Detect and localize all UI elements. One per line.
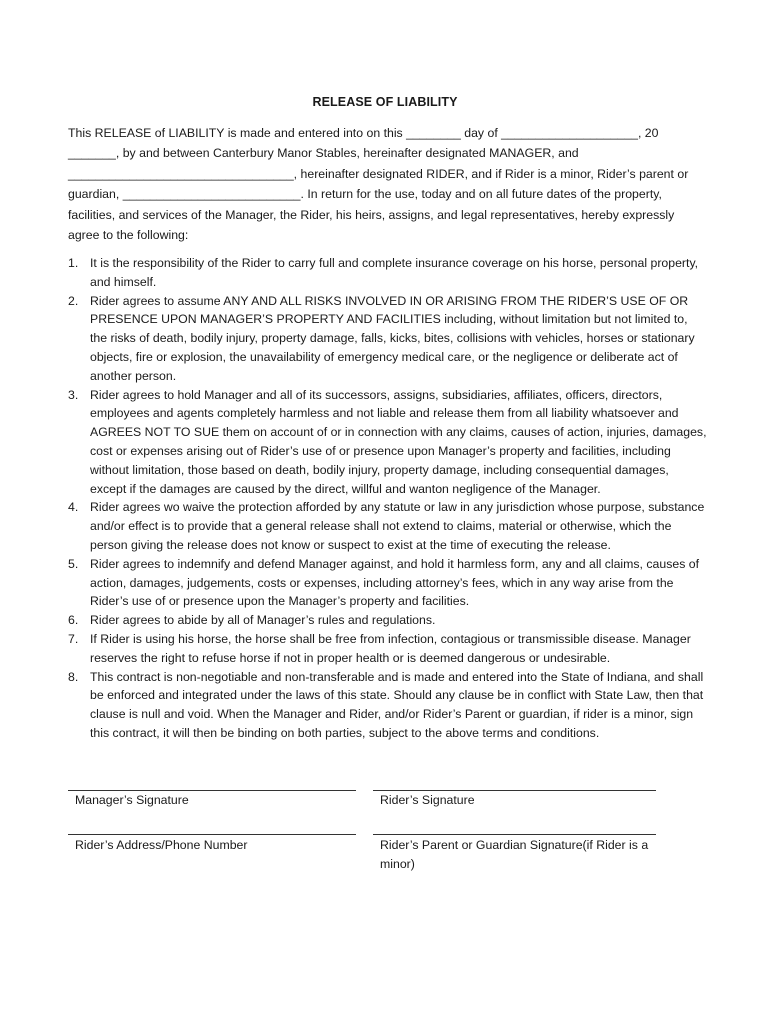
clause-item (68, 292, 708, 386)
clause-text: Rider agrees to hold Manager and all of its successors, assigns, subsidiaries, affiliates, officers, directors, employees and agents completely harmless and not liable and release them from all liability whatsoever and AGREES NOT TO SUE them on account of or in connection with any claims, causes of action, injuries, damages, cost or expenses arising out of Rider’s use of or presence upon Manager’s property and facilities, including without limitation, those based on death, bodily injury, property damage, including consequential damages, except if the damages are caused by the direct, willful and wanton negligence of the Manager. (90, 387, 707, 496)
manager-signature-label: Manager’s Signature (75, 793, 189, 807)
clause-item (68, 611, 708, 630)
clause-item (68, 668, 708, 743)
clause-item (68, 386, 708, 499)
intro-paragraph: This RELEASE of LIABILITY is made and entered into on this ________ day of ____________________, 20 _______, by and between Canterbury Manor Stables, hereinafter designated MANAGER, and _________________________________, hereinafter designated RIDER, and if Rider is a minor, Rider’s parent or guardian, __________________________. In return for the use, today and on all future dates of the property, facilities, and services of the Manager, the Rider, his heirs, assigns, and legal representatives, hereby expressly agree to the following: (68, 126, 689, 243)
clause-text: It is the responsibility of the Rider to carry full and complete insurance coverage on his horse, personal property, and himself. (90, 256, 699, 289)
clause-number: 3. (68, 387, 79, 402)
address-phone-line[interactable] (68, 834, 356, 835)
clause-number: 7. (68, 631, 79, 646)
clause-item (68, 498, 708, 554)
guardian-signature-label: Rider’s Parent or Guardian Signature(if Rider is a minor) (380, 838, 649, 871)
address-phone-label: Rider’s Address/Phone Number (75, 838, 248, 852)
clause-text: Rider agrees to indemnify and defend Manager against, and hold it harmless form, any and all claims, causes of action, damages, judgements, costs or expenses, including attorney’s fees, which in any way arise from the Rider’s use of or presence upon the Manager’s property and facilities. (90, 556, 700, 609)
clause-number: 2. (68, 293, 79, 308)
clause-text: Rider agrees wo waive the protection afforded by any statute or law in any jurisdiction whose purpose, substance and/or effect is to provide that a general release shall not extend to claims, material or otherwise, which the person giving the release does not know or suspect to exist at the time of executing the release. (90, 500, 705, 552)
clause-number: 5. (68, 556, 79, 571)
clause-item (68, 555, 708, 611)
clause-item (68, 254, 708, 292)
document-title: RELEASE OF LIABILITY (312, 95, 458, 109)
clause-number: 1. (68, 256, 79, 270)
guardian-signature-line[interactable] (373, 834, 656, 835)
clause-number: 6. (68, 613, 79, 628)
clause-number: 8. (68, 669, 79, 684)
clause-list (68, 254, 708, 743)
clause-text: If Rider is using his horse, the horse shall be free from infection, contagious or transmissible disease. Manager reserves the right to refuse horse if not in proper health or is deemed dangerous or undesirable. (90, 631, 691, 665)
rider-signature-label: Rider’s Signature (380, 793, 475, 807)
clause-text: Rider agrees to abide by all of Manager’s rules and regulations. (90, 613, 436, 628)
clause-text: Rider agrees to assume ANY AND ALL RISKS INVOLVED IN OR ARISING FROM THE RIDER’S USE OF OR PRESENCE UPON MANAGER’S PROPERTY AND FACILITIES including, without limitation but not limited to, the risks of death, bodily injury, property damage, falls, kicks, bites, collisions with vehicles, horses or stationary objects, fire or explosion, the unavailability of emergency medical care, or the negligence or deliberate act of another person. (90, 293, 695, 383)
clause-number: 4. (68, 500, 79, 515)
clause-text: This contract is non-negotiable and non-transferable and is made and entered into the State of Indiana, and shall be enforced and integrated under the laws of this state. Should any clause be in conflict with State Law, then that clause is null and void. When the Manager and Rider, and/or Rider’s Parent or guardian, if rider is a minor, sign this contract, it will then be binding on both parties, subject to the above terms and conditions. (90, 669, 704, 740)
clause-item (68, 630, 708, 668)
